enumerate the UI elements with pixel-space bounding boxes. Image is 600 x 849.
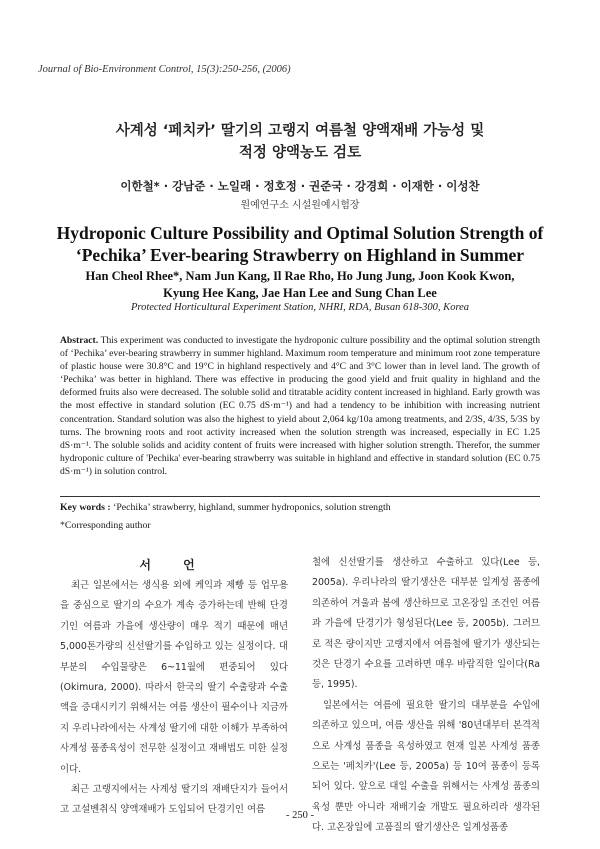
english-authors-line1: Han Cheol Rhee*, Nam Jun Kang, Il Rae Rho, Ho Jung Jung, Joon Kook Kwon, [85,269,515,283]
section-heading-introduction: 서 언 [139,558,209,572]
korean-title-line1: 사계성 ‘페치카’ 딸기의 고랭지 여름철 양액재배 가능성 및 [115,123,485,139]
abstract-text: This experiment was conducted to investigate the hydroponic culture possibility and the optimal solution strength of ‘Pechika’ ever-bearing strawberry in summer highland. Maximum room temperature and minimum root zone temperature of plastic house were 30.8°C and 19°C in highland respectively and 4°C and 3°C lower than in level land. The growth of ‘Pechika’ was better in highland. There was effective in producing the good yield and fruit quality in highland and the deformed fruits also were decreased. The soluble solid and titratable acidity content increased in highland. Early growth was the most effective in standard solution (EC 0.75 dS·m⁻¹) and had a tendency to be inhibition with increasing nutrient concentration. Standard solution was also the highest to yield about 2,064 kg/10a among treatments, and 2/3S, 4/3S, 5/3S by turns. The browning roots and root activity increased when the solution strength was increased, especially in EC 1.25 dS·m⁻¹. The soluble solids and acidity content of fruits were increased with higher solution strength. Therefor, the summer hydroponic culture of 'Pechika' ever-bearing strawberry was suitable in highland and effective in standard solution (EC 0.75 dS·m⁻¹) in solution control. [60,335,540,477]
korean-authors: 이한철* · 강남준 · 노일래 · 정호정 · 권준국 · 강경희 · 이재한 · 이성찬 [120,179,480,193]
korean-affiliation: 원예연구소 시설원예시험장 [240,200,360,211]
body-column-left [60,576,288,821]
keywords-label: Key words : [60,502,111,513]
keywords-text: ‘Pechika’ strawberry, highland, summer hydroponics, solution strength [113,502,391,513]
abstract-label: Abstract. [60,335,99,346]
abstract [60,334,540,478]
body-paragraph: 일본에서는 여름에 필요한 딸기의 대부분을 수입에 의존하고 있으며, 여름 생산을 위해 '80년대부터 본격적으로 사계성 품종을 육성하였고 현재 일본 사계성 품종으로는 '페치카'(Lee 등, 2005a) 등 10여 품종이 등록되어 있다. 앞으로 대일 수출을 위해서는 사계성 품종의 육성 뿐만 아니라 재배기술 개발도 필요하리라 생각된다. 고온장일에 고품질의 딸기생산은 일계성품종 [312,699,540,834]
korean-title-line2: 적정 양액농도 검토 [238,145,362,161]
korean-title [0,120,600,164]
abstract-divider [60,496,540,497]
page-number: - 250 - [286,810,314,821]
english-title-line2: ‘Pechika’ Ever-bearing Strawberry on Highland in Summer [75,245,525,265]
corresponding-author-note: *Corresponding author [60,520,151,531]
english-authors-line2: Kyung Hee Kang, Jae Han Lee and Sung Chan Lee [163,286,437,300]
english-title [0,222,600,266]
keywords [60,502,540,513]
english-affiliation: Protected Horticultural Experiment Station, NHRI, RDA, Busan 618-300, Korea [130,302,470,313]
body-column-right [312,553,540,839]
english-authors [0,268,600,302]
body-paragraph: 철에 신선딸기를 생산하고 수출하고 있다(Lee 등, 2005a). 우리나라의 딸기생산은 대부분 일계성 품종에 의존하여 겨울과 봄에 생산하므로 고온장일 조건인 여름과 가을에 단경기가 형성된다(Lee 등, 2005b). 그러므로 적은 량이지만 고랭지에서 여름철에 딸기가 생산되는 것은 단경기 수요를 고려하면 매우 바람직한 일이다(Ra 등, 1995). [312,557,540,691]
body-paragraph: 최근 일본에서는 생식용 외에 케익과 제빵 등 업무용을 중심으로 딸기의 수요가 계속 증가하는데 반해 단경기인 여름과 가을에 생산량이 매우 적기 때문에 매년 5,000톤가량의 신선딸기를 수입하고 있는 실정이다. 대부분의 수입물량은 6~11월에 편중되어 있다(Okimura, 2000). 따라서 한국의 딸기 수출량과 수출액을 증대시키기 위해서는 여름 생산이 필수이나 지금까지 우리나라에서는 사계성 딸기에 대한 이해가 부족하여 사계성 품종육성이 전무한 실정이고 재배법도 미한 실정이다. [60,580,288,775]
body-paragraph: 최근 고랭지에서는 사계성 딸기의 재배단지가 들어서고 고설벤취식 양액재배가 도입되어 단경기인 여름 [60,784,288,816]
journal-citation: Journal of Bio-Environment Control, 15(3):250-256, (2006) [38,64,291,75]
english-title-line1: Hydroponic Culture Possibility and Optimal Solution Strength of [56,223,544,243]
